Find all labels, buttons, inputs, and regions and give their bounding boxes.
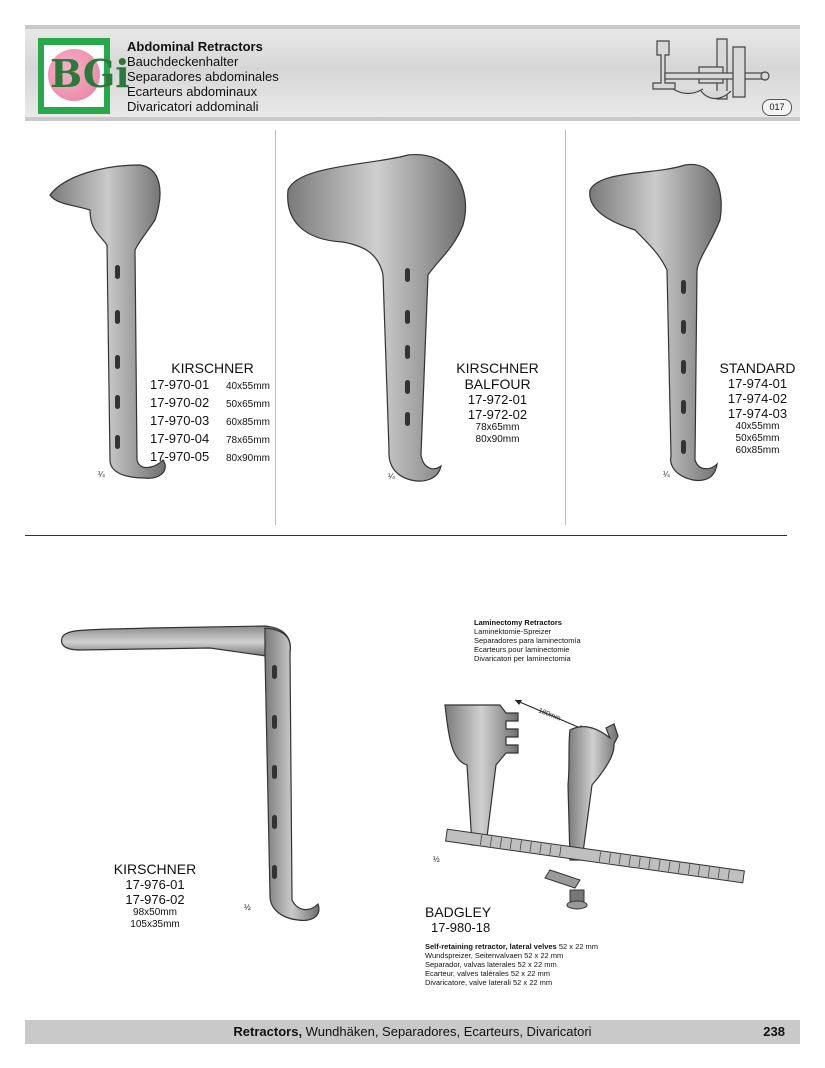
laminectomy-titles [474,618,581,663]
badgley-description [425,942,598,987]
scale-label: ½ [244,903,251,912]
category-title-en: Abdominal Retractors [127,39,263,54]
category-title-it: Divaricatori addominali [127,99,259,114]
product-code: 17-972-02 [467,407,528,422]
product-size: 40x55mm [226,381,270,392]
scale-label: ¼ [388,472,395,481]
kirschner-976-label [100,861,210,931]
laminectomy-title-de: Laminektomie-Spreizer [474,627,552,636]
product-size: 50x65mm [735,433,780,444]
product-size: 78x65mm [475,422,520,433]
description-de: Wundspreizer, Seitenvalvaen 52 x 22 mm [425,951,564,960]
product-name: STANDARD [719,360,796,376]
product-size: 78x65mm [226,435,270,446]
section-divider [25,535,787,536]
dimension-label: 180mm [537,707,562,723]
laminectomy-title-fr: Ecarteurs pour laminectomie [474,645,570,654]
product-code: 17-970-05 [150,449,210,464]
product-size: 98x50mm [133,907,177,918]
product-code: 17-974-01 [727,376,788,391]
description-fr: Ecarteur, valves talérales 52 x 22 mm [425,969,551,978]
product-size: 105x35mm [130,919,180,930]
category-title-es: Separadores abdominales [127,69,279,84]
category-title-fr: Ecarteurs abdominaux [127,84,258,99]
scale-label: ¼ [98,470,105,479]
description-size: 52 x 22 mm [558,942,599,951]
product-code: 17-976-02 [125,892,185,907]
column-divider-left [275,130,276,525]
product-code: 17-976-01 [125,877,185,892]
product-row [150,430,275,448]
description-es: Separador, valvas laterales 52 x 22 mm [425,960,557,969]
description-it: Divaricatore, valve laterali 52 x 22 mm [425,978,553,987]
product-code: 17-974-03 [727,406,788,421]
product-size: 50x65mm [226,399,270,410]
company-logo: BGi [38,38,110,114]
product-code: 17-970-02 [150,395,210,410]
product-size: 60x85mm [226,417,270,428]
laminectomy-title-en: Laminectomy Retractors [474,618,562,627]
footer-category-bold: Retractors, [233,1024,303,1039]
product-row [150,376,275,394]
badgley-retractor-image [420,690,750,915]
product-size: 80x90mm [475,434,520,445]
product-code: 17-972-01 [467,392,528,407]
product-row [150,448,275,466]
product-code: 17-970-04 [150,431,210,446]
scale-label: ½ [433,855,440,864]
laminectomy-title-es: Separadores para laminectomía [474,636,581,645]
product-code: 17-970-01 [150,377,210,392]
page-number: 238 [763,1024,785,1039]
column-divider-right [565,130,566,525]
badgley-label [425,904,491,935]
product-size: 60x85mm [735,445,780,456]
product-row [150,412,275,430]
kirschner-balfour-label [440,360,555,446]
standard-label [700,360,815,457]
category-title-de: Bauchdeckenhalter [127,54,239,69]
product-row [150,394,275,412]
product-code: 17-970-03 [150,413,210,428]
product-name-line2: BALFOUR [464,376,531,392]
description-bold: Self-retaining retractor, lateral velves [425,942,557,951]
laminectomy-title-it: Divaricatori per laminectomia [474,654,571,663]
product-name: BADGLEY [425,904,492,920]
product-name: KIRSCHNER [113,861,197,877]
scale-label: ¼ [663,470,670,479]
catalog-page-badge: 017 [762,99,792,116]
footer-category-rest: Wundhäken, Separadores, Ecarteurs, Divaricatori [302,1024,592,1039]
product-size: 40x55mm [735,421,780,432]
product-size: 80x90mm [226,453,270,464]
product-code: 17-980-18 [431,920,491,935]
page-header [25,25,800,121]
category-titles [127,39,279,114]
product-code: 17-974-02 [727,391,788,406]
product-name: KIRSCHNER [171,360,254,376]
product-name: KIRSCHNER [456,360,539,376]
footer-category [25,1020,800,1044]
kirschner-label [150,360,275,466]
page-footer [25,1020,800,1044]
